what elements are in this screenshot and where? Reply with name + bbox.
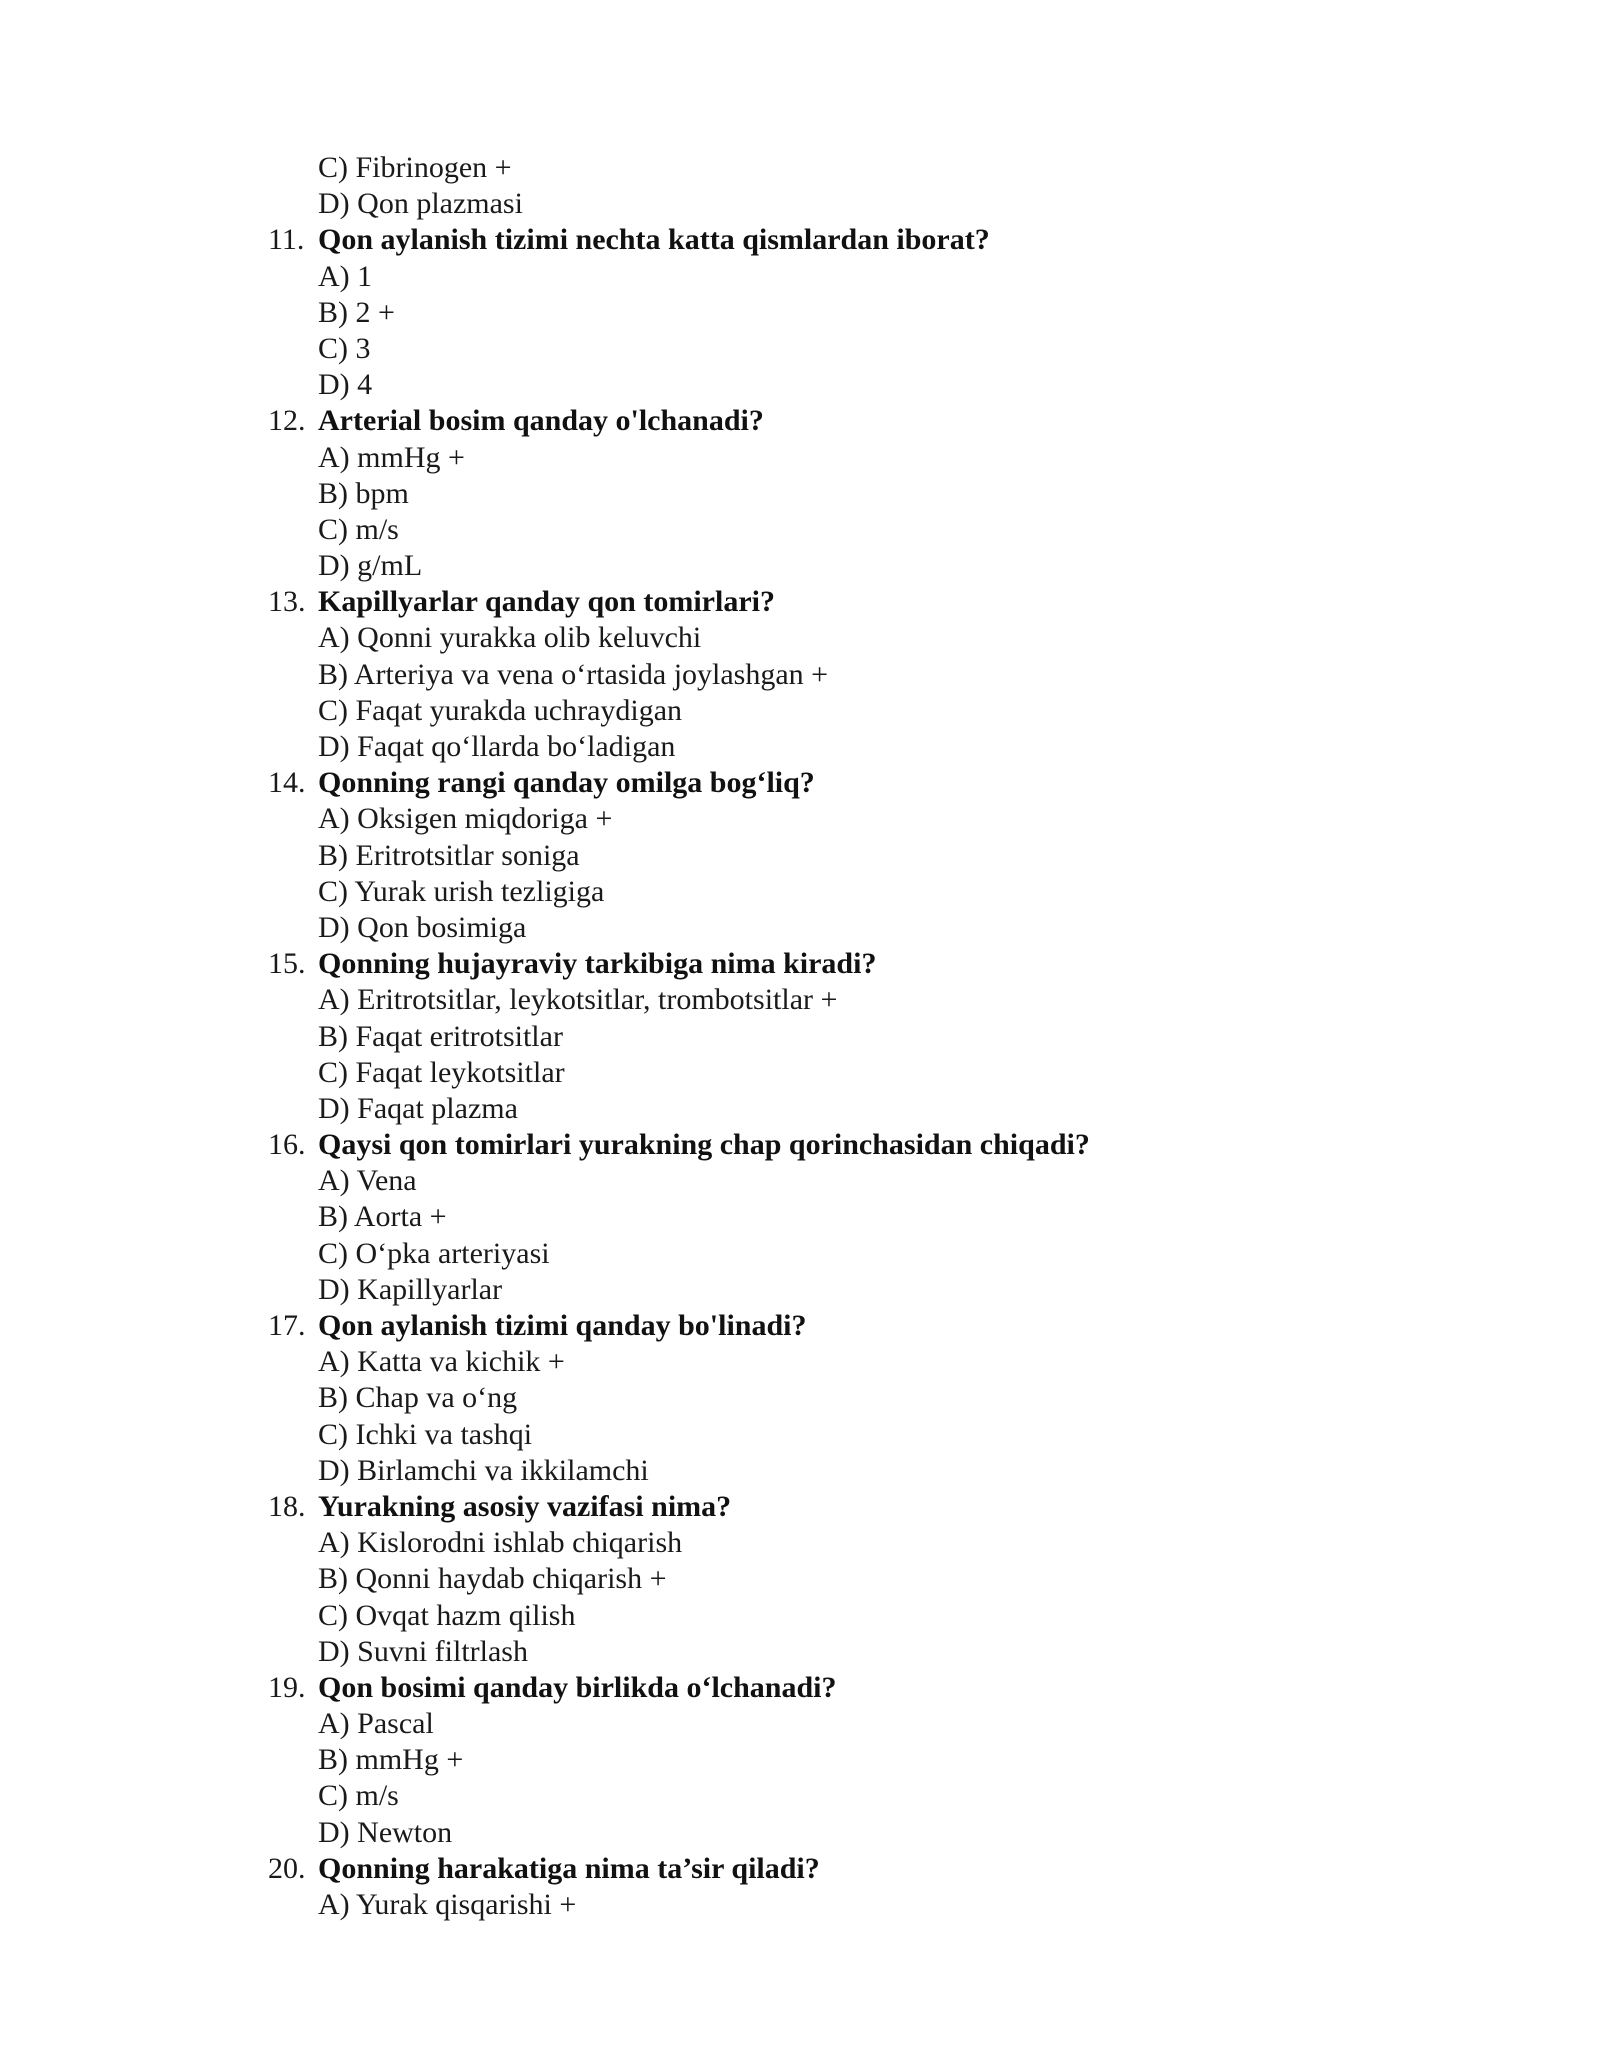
question-number: 11. — [268, 223, 305, 257]
answer-option: B) mmHg + — [318, 1743, 464, 1777]
question-number: 20. — [268, 1851, 306, 1885]
answer-option: C) Ovqat hazm qilish — [318, 1598, 576, 1632]
question-heading — [0, 1851, 1600, 1887]
answer-option: B) Qonni haydab chiqarish + — [318, 1562, 667, 1596]
answer-option: C) Faqat yurakda uchraydigan — [318, 693, 683, 727]
question-block — [0, 222, 1600, 403]
question-text: Qon aylanish tizimi nechta katta qismlardan iborat? — [318, 223, 990, 257]
answer-option: D) Qon bosimiga — [318, 910, 527, 944]
answer-option: D) Faqat qo‘llarda bo‘ladigan — [318, 730, 676, 763]
answer-option: A) Qonni yurakka olib keluvchi — [318, 621, 702, 655]
question-text: Qaysi qon tomirlari yurakning chap qorinchasidan chiqadi? — [318, 1128, 1090, 1162]
question-number: 16. — [268, 1128, 306, 1162]
answer-option: A) Katta va kichik + — [318, 1345, 565, 1379]
question-text: Kapillyarlar qanday qon tomirlari? — [318, 585, 775, 619]
answer-option: C) O‘pka arteriyasi — [318, 1236, 550, 1270]
answer-option: B) Faqat eritrotsitlar — [318, 1019, 563, 1053]
quiz-content — [0, 150, 1600, 1923]
question-text: Qon bosimi qanday birlikda o‘lchanadi? — [318, 1670, 837, 1704]
question-block — [0, 1489, 1600, 1670]
question-block — [0, 765, 1600, 946]
answer-option: A) Vena — [318, 1164, 417, 1198]
question-text: Arterial bosim qanday o'lchanadi? — [318, 404, 764, 438]
answer-option: A) mmHg + — [318, 440, 465, 474]
question-heading — [0, 765, 1600, 801]
answer-option: C) Yurak urish tezligiga — [318, 874, 605, 908]
answer-option: B) Aorta + — [318, 1200, 447, 1234]
question-block — [0, 1851, 1600, 1923]
question-heading — [0, 403, 1600, 439]
question-number: 12. — [268, 404, 306, 438]
answer-option: D) Suvni filtrlash — [318, 1634, 528, 1668]
question-list — [0, 222, 1600, 1923]
answer-option: B) 2 + — [318, 295, 395, 329]
answer-option: C) Ichki va tashqi — [318, 1417, 533, 1451]
answer-option: A) Oksigen miqdoriga + — [318, 802, 613, 836]
question-heading — [0, 222, 1600, 258]
question-block — [0, 946, 1600, 1127]
option-line: C) Fibrinogen + — [318, 151, 512, 184]
question-number: 17. — [268, 1309, 306, 1342]
answer-option: B) Arteriya va vena o‘rtasida joylashgan + — [318, 657, 829, 691]
answer-option: A) Kislorodni ishlab chiqarish — [318, 1526, 683, 1560]
answer-option: A) Eritrotsitlar, leykotsitlar, trombotsitlar + — [318, 983, 838, 1017]
question-text: Qonning harakatiga nima ta’sir qiladi? — [318, 1851, 820, 1885]
answer-option: D) Kapillyarlar — [318, 1272, 503, 1306]
answer-option: C) Faqat leykotsitlar — [318, 1055, 565, 1089]
question-block — [0, 1127, 1600, 1308]
answer-option: C) m/s — [318, 1779, 399, 1813]
question-text: Yurakning asosiy vazifasi nima? — [318, 1489, 732, 1523]
question-block — [0, 1670, 1600, 1851]
answer-option: A) Pascal — [318, 1707, 434, 1741]
question-number: 18. — [268, 1489, 306, 1523]
answer-option: B) bpm — [318, 476, 409, 510]
answer-option: A) Yurak qisqarishi + — [318, 1888, 577, 1921]
question-block — [0, 403, 1600, 584]
question-number: 14. — [268, 766, 306, 800]
question-heading — [0, 1670, 1600, 1706]
answer-option: C) 3 — [318, 331, 371, 365]
question-heading — [0, 1489, 1600, 1525]
answer-option: A) 1 — [318, 259, 373, 293]
answer-option: D) Newton — [318, 1815, 453, 1849]
question-number: 15. — [268, 947, 306, 981]
question-heading — [0, 946, 1600, 982]
question-number: 19. — [268, 1670, 306, 1704]
question-text: Qonning rangi qanday omilga bog‘liq? — [318, 766, 815, 800]
question-number: 13. — [268, 585, 306, 619]
question-heading — [0, 1308, 1600, 1344]
answer-option: D) Faqat plazma — [318, 1091, 518, 1125]
answer-option: D) g/mL — [318, 549, 423, 583]
answer-option: D) 4 — [318, 368, 373, 402]
answer-option: D) Birlamchi va ikkilamchi — [318, 1453, 649, 1487]
answer-option: B) Chap va o‘ng — [318, 1381, 518, 1415]
question-block — [0, 584, 1600, 765]
question-block — [0, 1308, 1600, 1489]
answer-option: C) m/s — [318, 512, 399, 546]
question-text: Qon aylanish tizimi qanday bo'linadi? — [318, 1309, 807, 1342]
question-text: Qonning hujayraviy tarkibiga nima kiradi? — [318, 947, 877, 981]
answer-option: B) Eritrotsitlar soniga — [318, 838, 580, 872]
question-heading — [0, 1127, 1600, 1163]
question-heading — [0, 584, 1600, 620]
option-line: D) Qon plazmasi — [318, 187, 523, 221]
